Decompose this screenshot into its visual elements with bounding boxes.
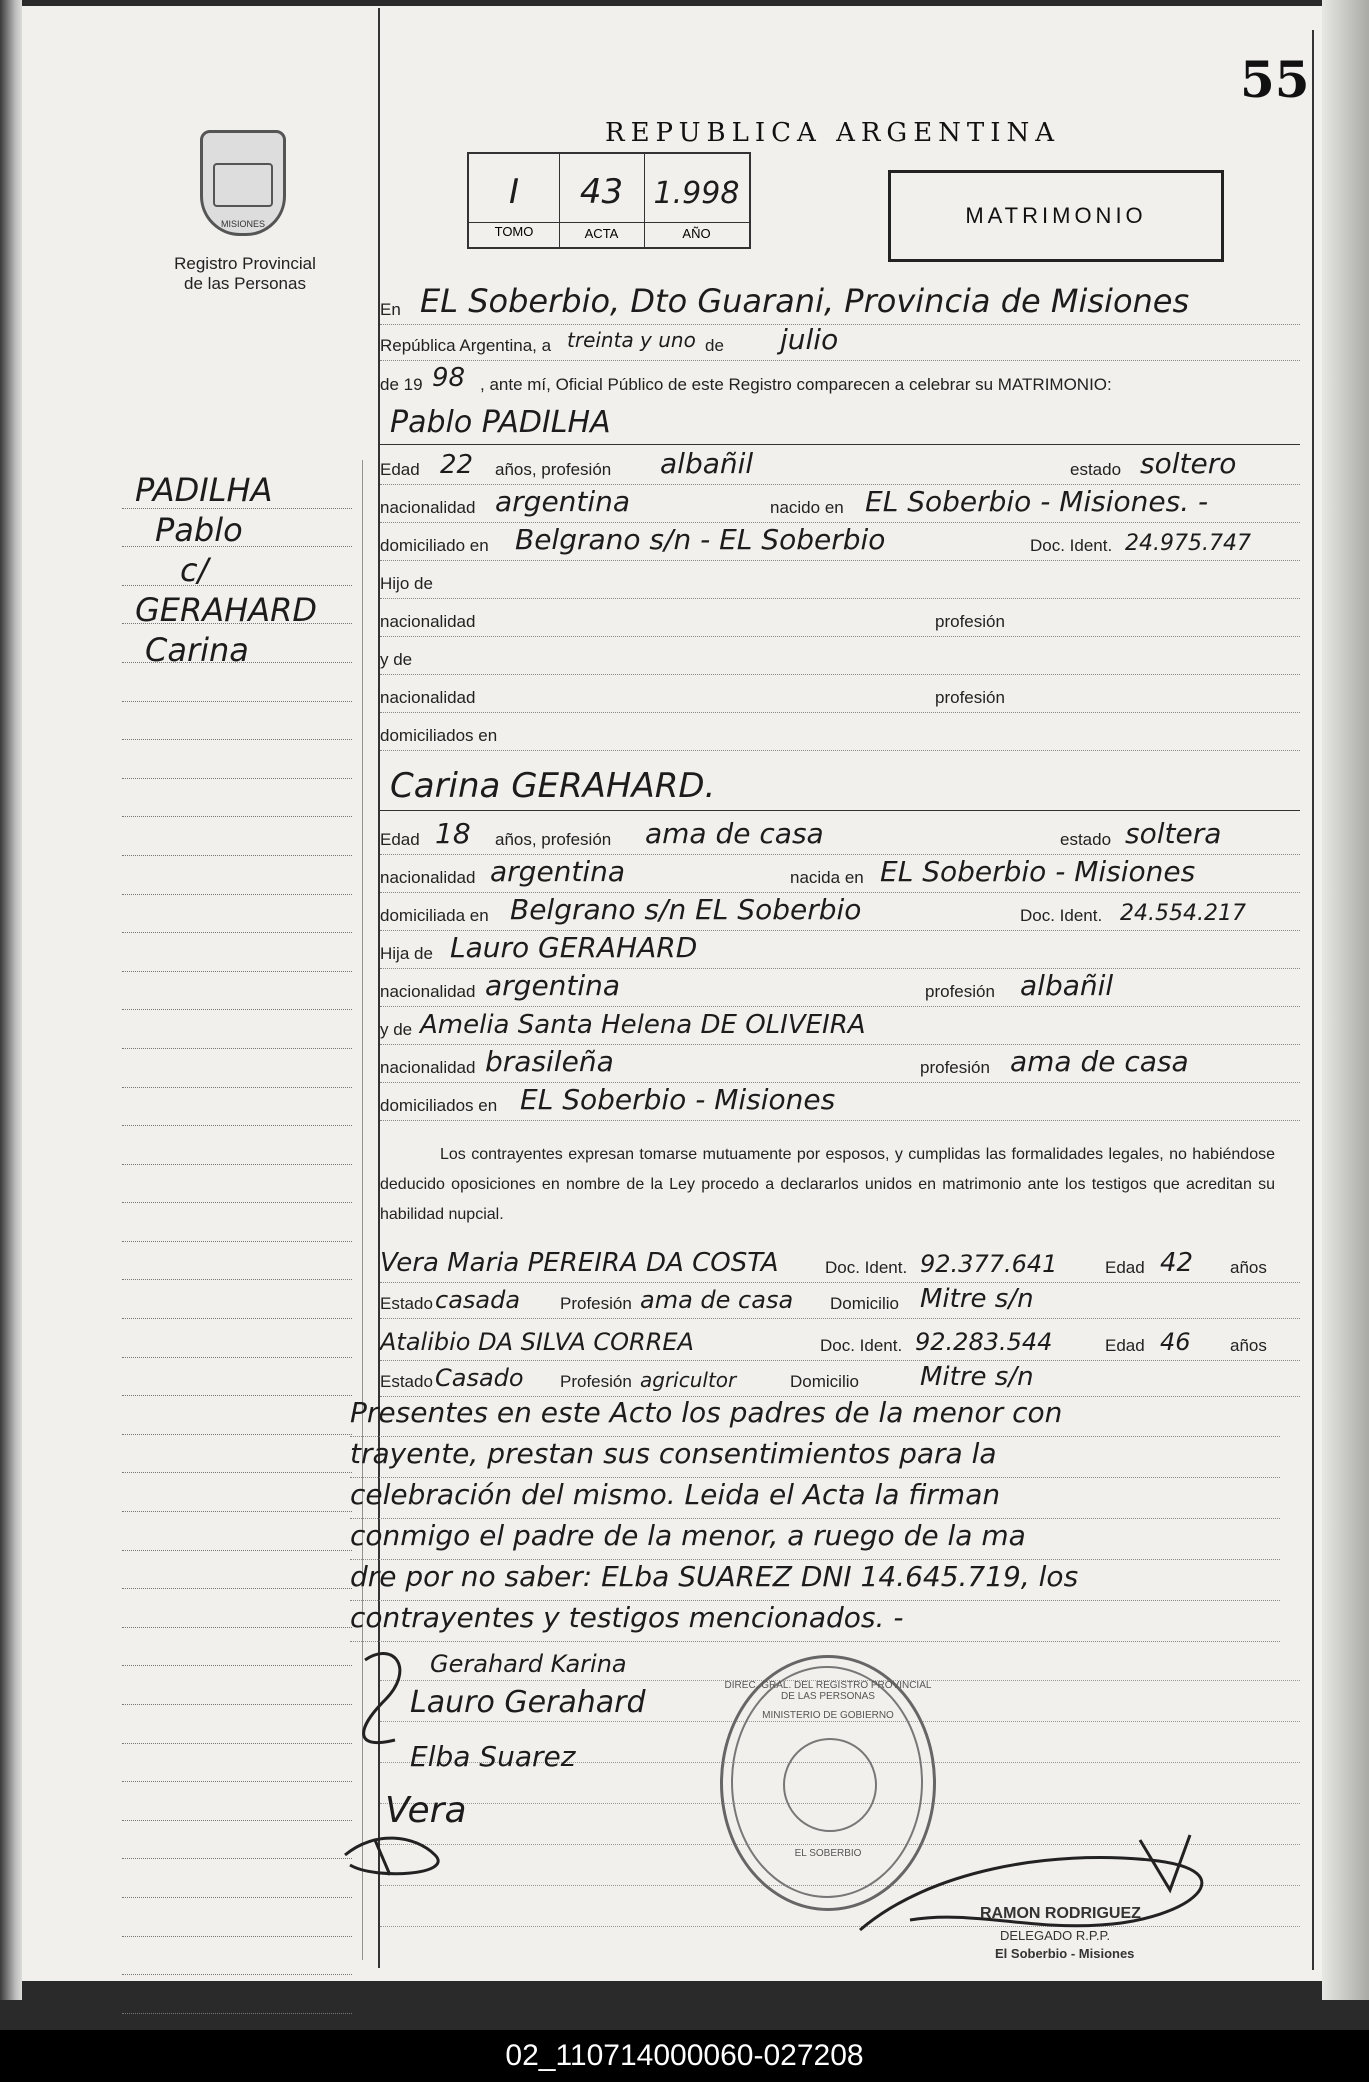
bride-estado: soltera [1125, 817, 1222, 850]
groom-mother-nat-row [380, 676, 1300, 713]
witness-1-age: 42 [1160, 1248, 1194, 1278]
signature-bride: Gerahard Karina [430, 1650, 627, 1678]
anos-profesion-label: años, profesión [495, 830, 612, 849]
note-line: conmigo el padre de la menor, a ruego de la ma [350, 1519, 1280, 1560]
edad-label: Edad [1105, 1258, 1145, 1277]
witness-2-doc: 92.283.544 [915, 1328, 1053, 1356]
official-title: DELEGADO R.P.P. [1000, 1928, 1111, 1943]
signature-witness: Vera [385, 1790, 467, 1831]
ano-value: 1.998 [653, 176, 740, 211]
bride-name-row [380, 760, 1300, 811]
doc-label: Doc. Ident. [825, 1258, 908, 1277]
intro-year-row [380, 363, 1300, 399]
note-line: celebración del mismo. Leida el Acta la firman [350, 1478, 1280, 1519]
hija-de-label: Hija de [380, 944, 433, 963]
groom-nationality: argentina [495, 485, 631, 518]
intro-place: EL Soberbio, Dto Guarani, Provincia de Misiones [420, 282, 1190, 320]
bride-parents-address: EL Soberbio - Misiones [520, 1083, 836, 1116]
stamp-inner: MINISTERIO DE GOBIERNO [762, 1710, 894, 1721]
nacida-label: nacida en [790, 868, 864, 887]
bride-birthplace: EL Soberbio - Misiones [880, 855, 1196, 888]
nacionalidad-label: nacionalidad [380, 688, 476, 707]
page-edge-right [1322, 0, 1369, 2000]
bride-parents-address-row [380, 1084, 1300, 1121]
registry-name: Registro Provincial de las Personas [174, 254, 316, 293]
bride-mother-row [380, 1008, 1300, 1045]
intro-sentence: , ante mí, Oficial Público de este Registro comparecen a celebrar su MATRIMONIO: [480, 375, 1112, 394]
bride-father-row [380, 932, 1300, 969]
y-de-label: y de [380, 1020, 413, 1039]
right-border [1312, 30, 1314, 1970]
nacido-label: nacido en [770, 498, 844, 517]
profesion-label: profesión [935, 612, 1005, 631]
year-prefix: de 19 [380, 375, 423, 394]
doc-label: Doc. Ident. [1020, 906, 1103, 925]
tomo-label: TOMO [494, 224, 534, 239]
anos-label: años [1230, 1258, 1267, 1277]
nacionalidad-label: nacionalidad [380, 1058, 476, 1077]
witness-2-domicilio: Mitre s/n [920, 1362, 1034, 1392]
nacionalidad-label: nacionalidad [380, 868, 476, 887]
signature-father: Lauro Gerahard [410, 1685, 646, 1720]
note-line: contrayentes y testigos mencionados. - [350, 1601, 1280, 1642]
groom-profession: albañil [660, 447, 754, 480]
witness-1-row [380, 1240, 1300, 1283]
bride-father-profession: albañil [1020, 969, 1114, 1002]
en-label: En [380, 300, 401, 319]
anos-profesion-label: años, profesión [495, 460, 612, 479]
nacionalidad-label: nacionalidad [380, 498, 476, 517]
witness-2-details-row [380, 1360, 1300, 1397]
groom-name: Pablo PADILHA [390, 405, 611, 440]
profesion-label: profesión [925, 982, 995, 1001]
witness-1-estado: casada [435, 1286, 521, 1314]
groom-estado: soltero [1140, 447, 1237, 480]
declaration-text: Los contrayentes expresan tomarse mutuamente por esposos, y cumplidas las formalidades legales, no habiéndose deducido oposiciones en nombre de la Ley procedo a declararlos unidos en matrimonio ante los testigos que acreditan su habilidad nupcial. [380, 1146, 1275, 1223]
profesion-label: Profesión [560, 1372, 632, 1391]
bride-age-row [380, 818, 1300, 855]
witness-1-profession: ama de casa [640, 1286, 794, 1314]
bride-father-nat-row [380, 970, 1300, 1007]
groom-parents-address-row [380, 714, 1300, 751]
bride-mother: Amelia Santa Helena DE OLIVEIRA [420, 1010, 866, 1040]
groom-age-row [380, 448, 1300, 485]
edad-label: Edad [380, 830, 420, 849]
page-number: 55 [1240, 50, 1310, 109]
groom-name-row [380, 398, 1300, 445]
domiciliado-label: domiciliado en [380, 536, 489, 555]
signature-flourish-icon [335, 1630, 445, 1890]
country-title: REPUBLICA ARGENTINA [605, 118, 1061, 148]
doc-label: Doc. Ident. [1030, 536, 1113, 555]
profesion-label: Profesión [560, 1294, 632, 1313]
intro-year: 98 [432, 363, 466, 393]
emblem-caption: MISIONES [220, 219, 265, 229]
witness-2-age: 46 [1160, 1328, 1191, 1356]
bride-nationality-row [380, 856, 1300, 893]
bride-mother-nationality: brasileña [485, 1045, 614, 1078]
groom-yde-row [380, 638, 1300, 675]
groom-address-row [380, 524, 1300, 561]
intro-day: treinta y uno [567, 328, 696, 352]
scan-id-footer: 02_110714000060-027208 [0, 2030, 1369, 2082]
intro-place-row [380, 278, 1300, 325]
bride-father: Lauro GERAHARD [450, 931, 698, 964]
margin-note-line: GERAHARD [135, 591, 317, 629]
notes-block [350, 1396, 1280, 1642]
witness-1-doc: 92.377.641 [920, 1250, 1058, 1278]
domiciliados-label: domiciliados en [380, 726, 498, 745]
witness-2-row [380, 1320, 1300, 1361]
margin-note-line: Pablo [155, 511, 243, 549]
estado-label: Estado [380, 1294, 433, 1313]
groom-age: 22 [440, 450, 474, 480]
ano-label: AÑO [682, 226, 711, 241]
stamp-text: DIREC. GRAL. DEL REGISTRO PROVINCIAL DE LAS PERSONAS [724, 1680, 932, 1702]
domicilio-label: Domicilio [830, 1294, 899, 1313]
note-line: dre por no saber: ELba SUAREZ DNI 14.645.719, los [350, 1560, 1280, 1601]
nacionalidad-label: nacionalidad [380, 982, 476, 1001]
margin-note-line: Carina [145, 631, 249, 669]
estado-label: estado [1060, 830, 1112, 849]
edad-label: Edad [380, 460, 420, 479]
domiciliada-label: domiciliada en [380, 906, 489, 925]
witness-1-name: Vera Maria PEREIRA DA COSTA [380, 1248, 779, 1278]
groom-doc: 24.975.747 [1125, 531, 1251, 556]
misiones-emblem-icon [200, 130, 286, 236]
groom-nationality-row [380, 486, 1300, 523]
estado-label: estado [1070, 460, 1122, 479]
doc-label: Doc. Ident. [820, 1336, 903, 1355]
anos-label: años [1230, 1336, 1267, 1355]
note-line: Presentes en este Acto los padres de la menor con [350, 1396, 1280, 1437]
groom-address: Belgrano s/n - EL Soberbio [515, 523, 886, 556]
bride-father-nationality: argentina [485, 969, 621, 1002]
nacionalidad-label: nacionalidad [380, 612, 476, 631]
bride-mother-profession: ama de casa [1010, 1045, 1189, 1078]
y-de-label: y de [380, 650, 413, 669]
domicilio-label: Domicilio [790, 1372, 859, 1391]
bride-mother-nat-row [380, 1046, 1300, 1083]
acta-label: ACTA [584, 226, 619, 241]
bride-name: Carina GERAHARD. [390, 766, 716, 806]
bride-address: Belgrano s/n EL Soberbio [510, 893, 862, 926]
stamp-place: EL SOBERBIO [794, 1848, 862, 1859]
acta-value: 43 [579, 172, 624, 212]
witness-2-profession: agricultor [640, 1368, 737, 1392]
act-type-box: MATRIMONIO [888, 170, 1224, 262]
margin-note-line: c/ [180, 551, 209, 589]
bride-profession: ama de casa [645, 817, 824, 850]
registry-box [467, 152, 751, 249]
bride-nationality: argentina [490, 855, 626, 888]
edad-label: Edad [1105, 1336, 1145, 1355]
witness-1-details-row [380, 1282, 1300, 1319]
bride-doc: 24.554.217 [1120, 901, 1246, 926]
intro-date-row [380, 324, 1300, 361]
groom-hijo-row [380, 562, 1300, 599]
groom-birthplace: EL Soberbio - Misiones. - [865, 485, 1209, 518]
witness-2-estado: Casado [435, 1364, 524, 1392]
margin-note-line: PADILHA [135, 471, 273, 509]
bride-address-row [380, 894, 1300, 931]
note-line: trayente, prestan sus consentimientos para la [350, 1437, 1280, 1478]
profesion-label: profesión [920, 1058, 990, 1077]
bride-age: 18 [435, 817, 471, 850]
witness-2-name: Atalibio DA SILVA CORREA [380, 1328, 694, 1356]
signature-mother: Elba Suarez [410, 1740, 576, 1773]
profesion-label: profesión [935, 688, 1005, 707]
tomo-value: I [508, 172, 520, 212]
official-name: RAMON RODRIGUEZ [980, 1905, 1141, 1922]
margin-ruled-lines [122, 470, 352, 2014]
official-location: El Soberbio - Misiones [995, 1946, 1135, 1961]
domiciliados-label: domiciliados en [380, 1096, 498, 1115]
groom-father-nat-row [380, 600, 1300, 637]
intro-month: julio [780, 323, 839, 356]
witness-1-domicilio: Mitre s/n [920, 1284, 1034, 1314]
estado-label: Estado [380, 1372, 433, 1391]
page-edge-left [0, 0, 22, 2000]
de-label: de [705, 336, 724, 355]
republica-label: República Argentina, a [380, 336, 552, 355]
hijo-de-label: Hijo de [380, 574, 433, 593]
